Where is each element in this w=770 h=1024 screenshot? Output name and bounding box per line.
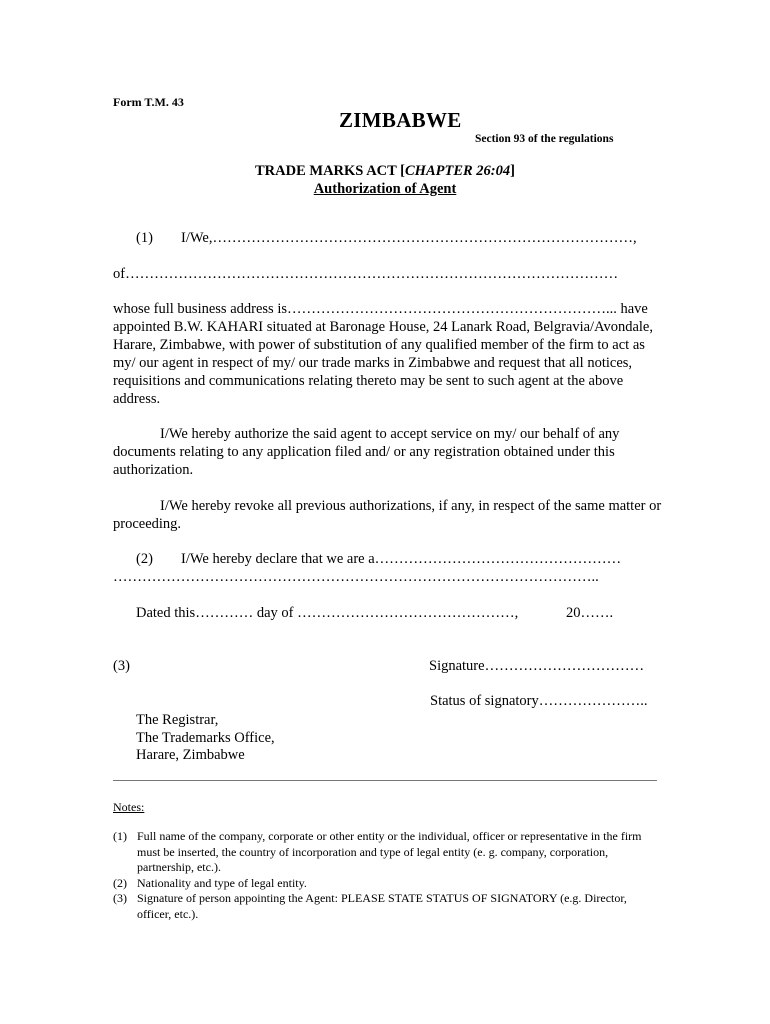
note-item — [113, 829, 663, 876]
address-paragraph: whose full business address is…………………………………………………………... have appointed B.W. KAHARI situated at Baronage House, 24 Lanark Road, Belgravia/Avondale, Harare, Zimbabwe, with power of substitution of any qualified member of the firm to act as my/ our agent in respect of my/ our trade marks in Zimbabwe and request that all notices, requisitions and communications relating thereto may be sent to such agent at the above address. — [113, 301, 653, 407]
authorization-title: Authorization of Agent — [313, 181, 457, 197]
notes-list — [113, 829, 663, 922]
note-item — [113, 876, 663, 892]
country-heading: ZIMBABWE — [339, 108, 462, 132]
note-number: (2) — [113, 875, 127, 890]
service-paragraph: I/We hereby authorize the said agent to accept service on my/ our behalf of any documents relating to any application filed and/ or any registration obtained under this authorization. — [113, 426, 620, 478]
item2-number: (2) — [136, 551, 153, 567]
recipient-line-3: Harare, Zimbabwe — [136, 747, 245, 763]
note-item — [113, 891, 663, 922]
item1-number: (1) — [136, 230, 153, 246]
form-label: Form T.M. 43 — [113, 95, 184, 109]
recipient-line-1: The Registrar, — [136, 712, 219, 728]
revoke-paragraph: I/We hereby revoke all previous authorizations, if any, in respect of the same matter or proceeding. — [113, 498, 662, 532]
act-chapter: CHAPTER 26:04 — [405, 163, 511, 179]
of-line: of………………………………………………………………………………………… — [113, 266, 619, 282]
year-line: 20……. — [566, 605, 614, 621]
declare-continuation-line: ……………………………………………………………………………………….. — [113, 569, 599, 585]
note-number: (1) — [113, 829, 127, 843]
recipient-line-2: The Trademarks Office, — [136, 730, 275, 746]
act-title-prefix: TRADE MARKS ACT [ — [255, 163, 405, 179]
act-title — [0, 163, 770, 180]
note-text: Signature of person appointing the Agent: PLEASE STATE STATUS OF SIGNATORY (e.g. Director, officer, etc.). — [137, 891, 627, 921]
note-text: Full name of the company, corporate or other entity or the individual, officer or representative in the firm must be inserted, the country of incorporation and type of legal entity (e. g. company, corporation, partnership, etc.). — [137, 829, 642, 874]
iwe-name-line: I/We,……………………………………………………………………………, — [181, 230, 637, 246]
divider — [113, 780, 657, 781]
notes-heading: Notes: — [113, 800, 145, 814]
note-text: Nationality and type of legal entity. — [137, 875, 307, 890]
act-title-suffix: ] — [510, 163, 515, 179]
section-reference: Section 93 of the regulations — [475, 133, 614, 145]
declare-line: I/We hereby declare that we are a…………………………………………… — [181, 551, 622, 567]
status-of-signatory-line: Status of signatory………………….. — [430, 693, 648, 709]
signature-line: Signature…………………………… — [429, 658, 645, 674]
dated-line: Dated this………… day of ………………………………………, — [136, 605, 519, 621]
note-number: (3) — [113, 891, 127, 905]
item3-number: (3) — [113, 658, 130, 674]
